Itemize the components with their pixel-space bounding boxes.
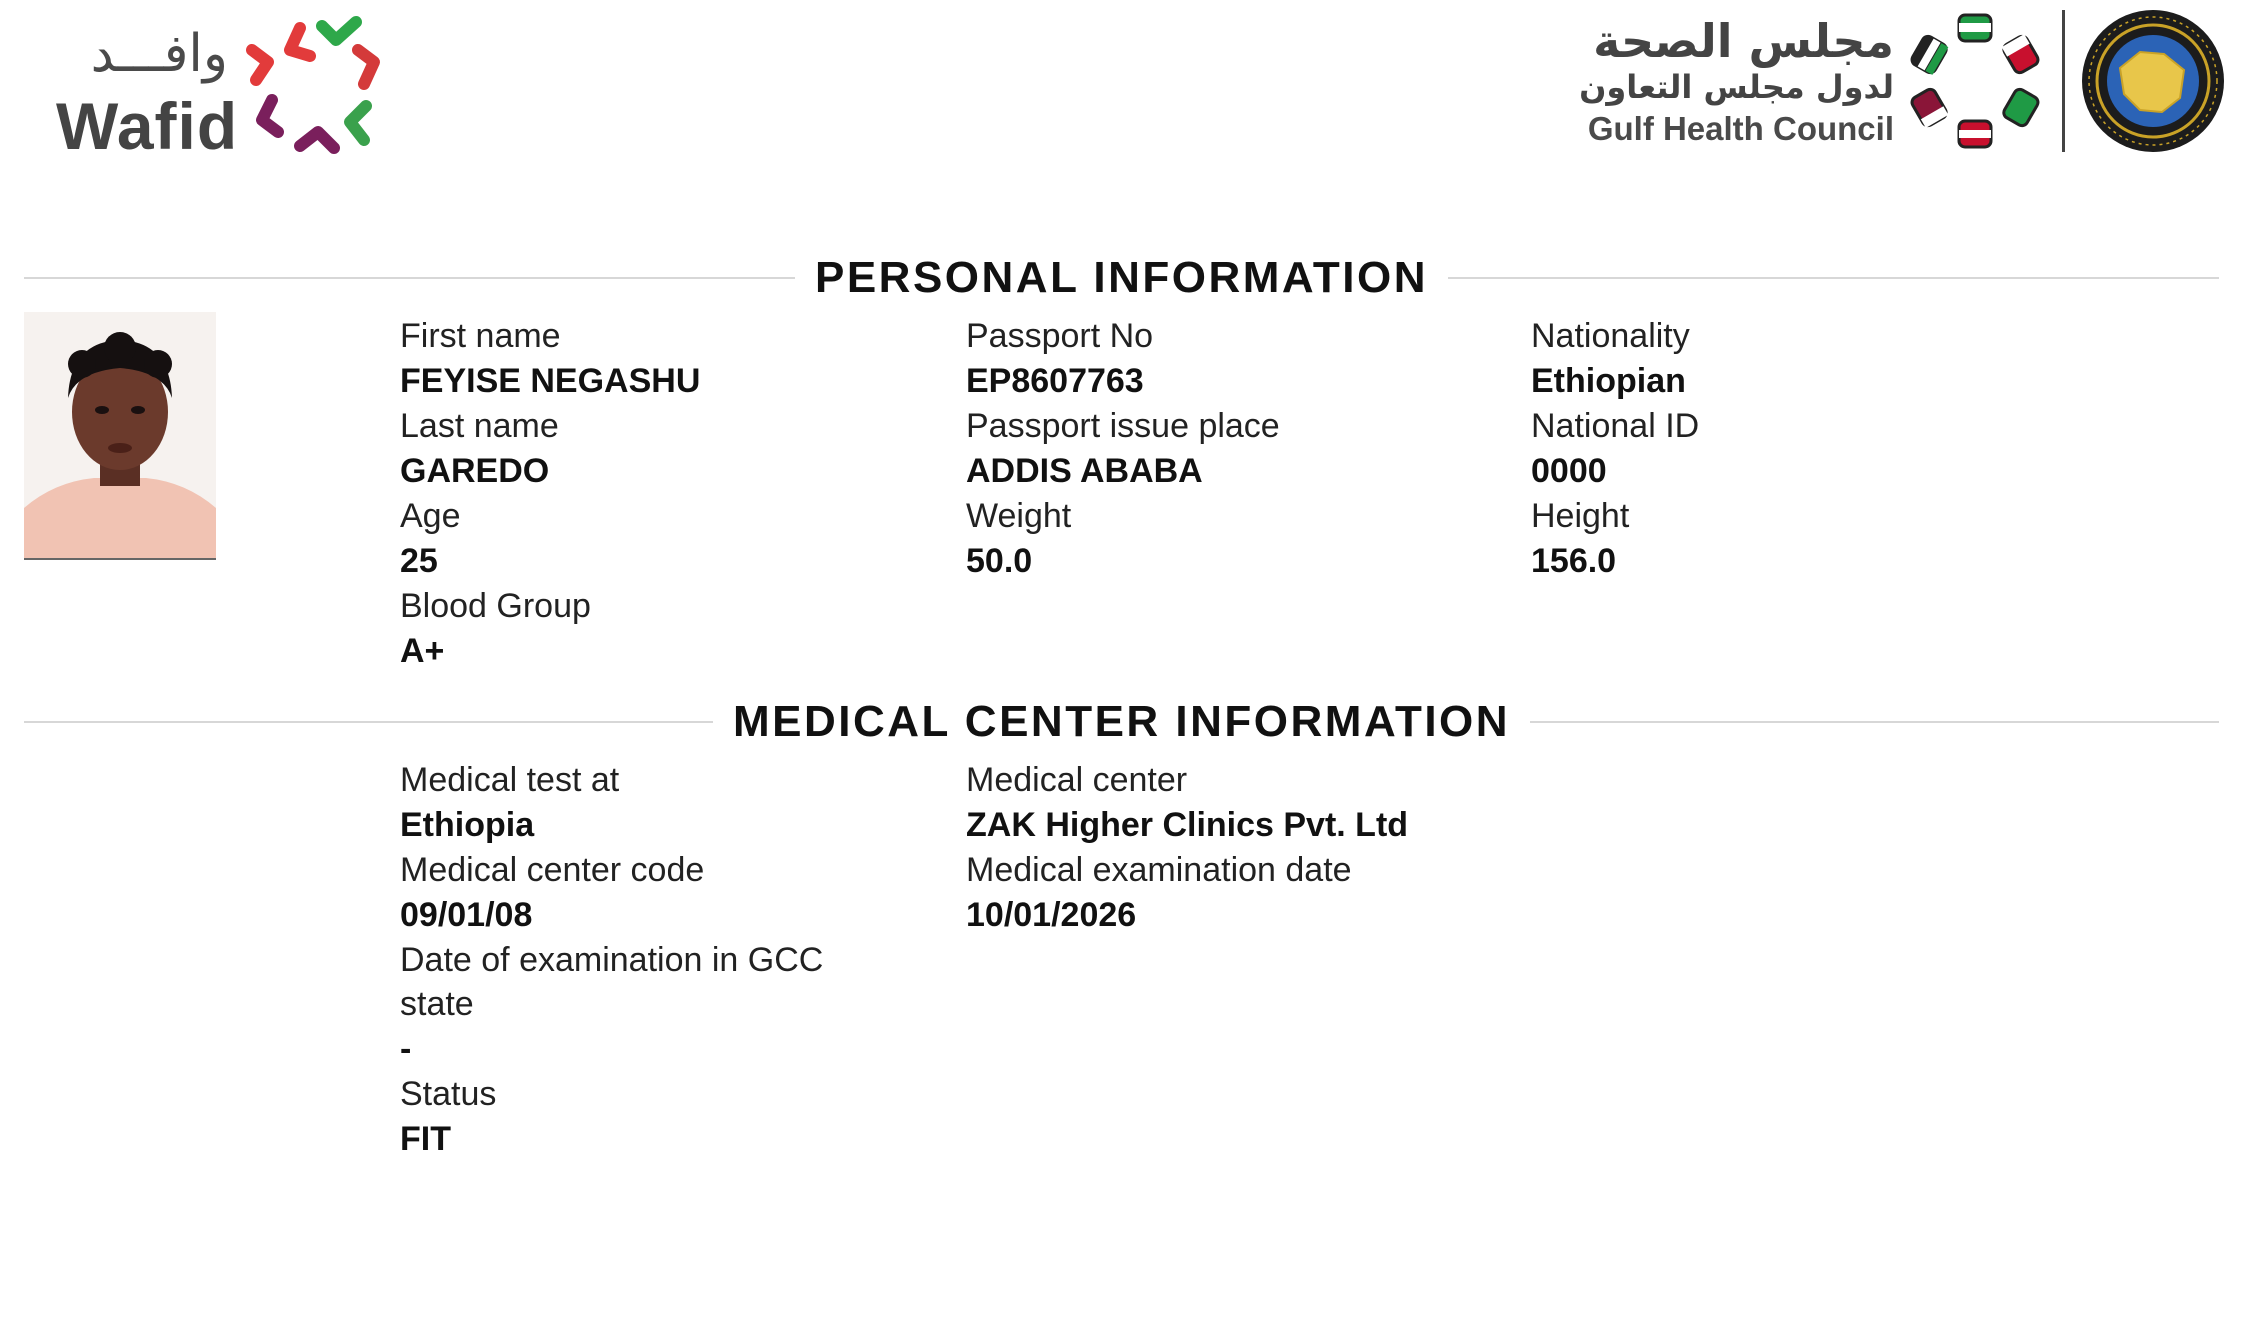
wafid-english-wordmark: Wafid <box>56 89 239 163</box>
field-medical-center <box>966 758 1666 848</box>
wafid-logo <box>56 10 396 163</box>
first-name-label: First name <box>400 317 561 355</box>
medical-exam-date-value: 10/01/2026 <box>966 896 1137 934</box>
medical-center-information-header <box>24 692 2219 752</box>
field-weight <box>966 494 1506 584</box>
passport-issue-place-value: ADDIS ABABA <box>966 452 1203 490</box>
field-passport-issue-place <box>966 404 1506 494</box>
applicant-photo <box>24 312 216 560</box>
field-status <box>400 1072 940 1162</box>
height-value: 156.0 <box>1531 542 1617 580</box>
ghc-english-title: Gulf Health Council <box>1587 110 1894 147</box>
field-height <box>1531 494 2071 584</box>
medical-center-code-value: 09/01/08 <box>400 896 533 934</box>
gcc-exam-date-value: - <box>400 1030 412 1068</box>
blood-group-label: Blood Group <box>400 587 591 625</box>
section-title-medical: MEDICAL CENTER INFORMATION <box>713 697 1530 746</box>
field-last-name <box>400 404 940 494</box>
ghc-arabic-title: مجلس الصحة <box>1593 14 1894 68</box>
field-gcc-exam-date <box>400 938 840 1072</box>
field-medical-test-at <box>400 758 940 848</box>
last-name-label: Last name <box>400 407 559 445</box>
national-id-label: National ID <box>1531 407 1700 445</box>
wafid-star-icon <box>238 10 388 160</box>
medical-center-value: ZAK Higher Clinics Pvt. Ltd <box>966 806 1409 844</box>
field-first-name <box>400 314 940 404</box>
medical-center-code-label: Medical center code <box>400 851 705 889</box>
applicant-portrait-icon <box>24 312 216 558</box>
status-value: FIT <box>400 1120 451 1158</box>
medical-exam-date-label: Medical examination date <box>966 851 1352 889</box>
field-blood-group <box>400 584 940 674</box>
gcc-flags-ring-icon <box>1900 6 2050 156</box>
medical-test-at-label: Medical test at <box>400 761 620 799</box>
field-age <box>400 494 940 584</box>
weight-value: 50.0 <box>966 542 1033 580</box>
last-name-value: GAREDO <box>400 452 550 490</box>
national-id-value: 0000 <box>1531 452 1607 490</box>
field-nationality <box>1531 314 2071 404</box>
nationality-label: Nationality <box>1531 317 1690 355</box>
medical-center-label: Medical center <box>966 761 1188 799</box>
passport-no-label: Passport No <box>966 317 1154 355</box>
field-medical-center-code <box>400 848 940 938</box>
section-title-personal: PERSONAL INFORMATION <box>795 253 1448 302</box>
gcc-exam-date-label: Date of examination in GCC state <box>400 941 824 1023</box>
gcc-seal-icon <box>2080 8 2226 154</box>
weight-label: Weight <box>966 497 1072 535</box>
blood-group-value: A+ <box>400 632 445 670</box>
age-value: 25 <box>400 542 438 580</box>
personal-information-header <box>24 248 2219 308</box>
wafid-arabic-wordmark: وافـــد <box>90 24 228 84</box>
passport-no-value: EP8607763 <box>966 362 1144 400</box>
age-label: Age <box>400 497 461 535</box>
field-medical-exam-date <box>966 848 1666 938</box>
passport-issue-place-label: Passport issue place <box>966 407 1280 445</box>
nationality-value: Ethiopian <box>1531 362 1686 400</box>
gulf-health-council-logo <box>1579 6 2230 156</box>
field-passport-no <box>966 314 1506 404</box>
ghc-arabic-subtitle: لدول مجلس التعاون <box>1579 68 1894 106</box>
first-name-value: FEYISE NEGASHU <box>400 362 701 400</box>
field-national-id <box>1531 404 2071 494</box>
height-label: Height <box>1531 497 1630 535</box>
logo-divider <box>2062 10 2065 152</box>
status-label: Status <box>400 1075 497 1113</box>
medical-test-at-value: Ethiopia <box>400 806 535 844</box>
